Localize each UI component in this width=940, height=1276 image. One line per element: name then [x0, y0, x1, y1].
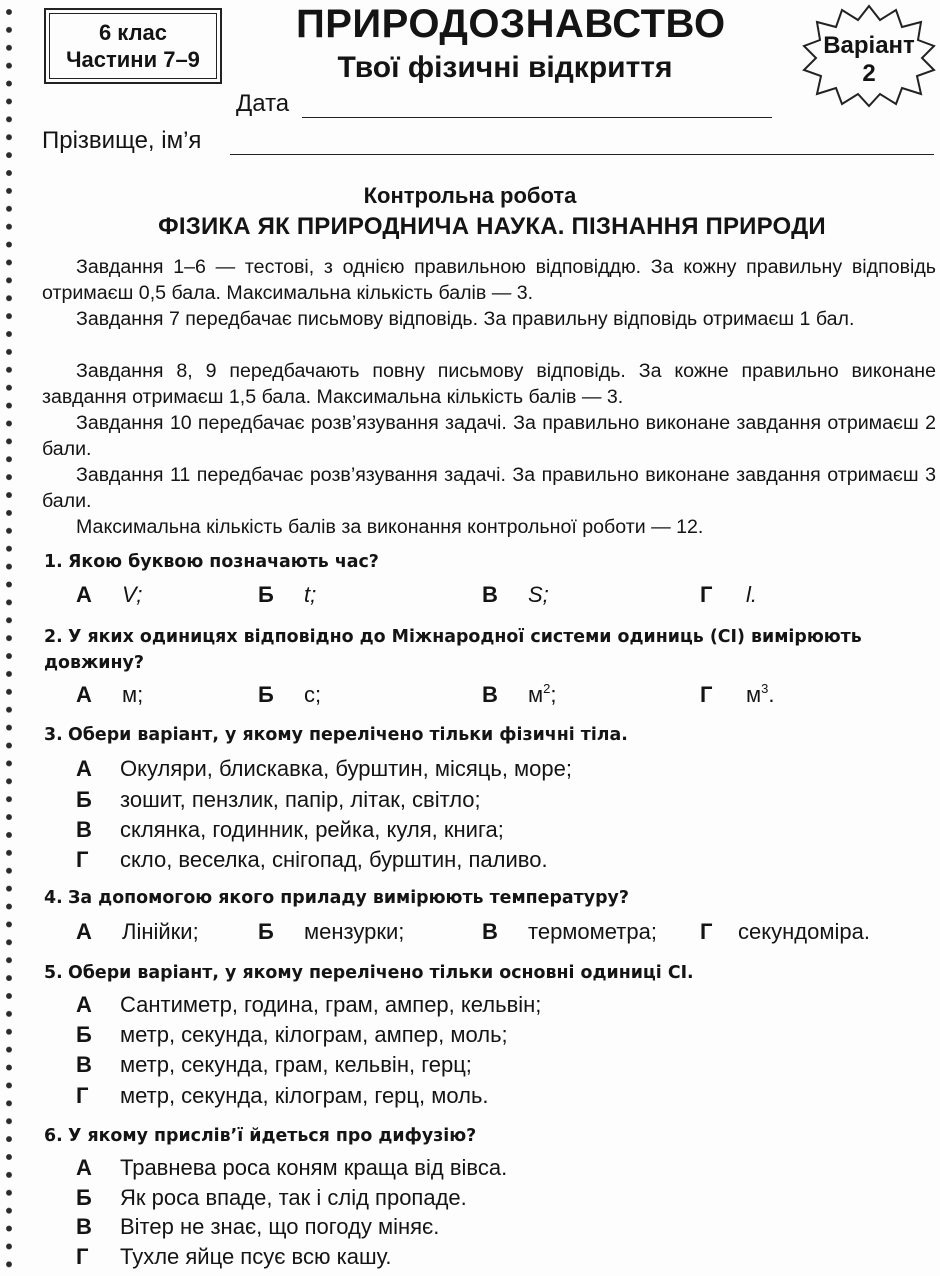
- instruction-paragraph: Завдання 10 передбачає розв’язування задачі. За правильно виконане завдання отримаєш 2 бали.: [42, 412, 936, 460]
- question-6: [44, 1123, 936, 1149]
- question-3: [44, 722, 936, 748]
- question-1: [44, 549, 936, 575]
- answer-option[interactable]: Г скло, веселка, снігопад, бурштин, паливо.: [76, 847, 548, 872]
- name-label: Прізвище, ім’я: [42, 127, 202, 154]
- variant-label: Варіант: [823, 32, 915, 59]
- answer-option[interactable]: В склянка, годинник, рейка, куля, книга;: [76, 817, 504, 842]
- grade-label: 6 клас: [98, 20, 168, 45]
- instruction-paragraph: Максимальна кількість балів за виконання контрольної роботи — 12.: [76, 516, 704, 538]
- question-2: [44, 624, 936, 676]
- answer-option[interactable]: В Вітер не знає, що погоду міняє.: [76, 1214, 440, 1239]
- variant-number: 2: [862, 60, 876, 87]
- answer-option[interactable]: А м;: [76, 682, 144, 707]
- answer-option[interactable]: В $м^2$;: [482, 681, 557, 707]
- question-number: 3.: [44, 725, 63, 745]
- test-topic: ФІЗИКА ЯК ПРИРОДНИЧА НАУКА. ПІЗНАННЯ ПРИРОДИ: [158, 213, 826, 240]
- parts-label: Частини 7–9: [66, 47, 200, 72]
- book-subtitle: Твої фізичні відкриття: [337, 51, 673, 84]
- question-text: За допомогою якого приладу вимірюють температуру?: [68, 888, 629, 908]
- question-number: 6.: [44, 1126, 63, 1146]
- question-5: [44, 960, 936, 986]
- answer-option[interactable]: В S;: [482, 582, 549, 607]
- answer-option[interactable]: Г секундоміра.: [700, 919, 870, 944]
- answer-option[interactable]: Г l.: [700, 582, 757, 607]
- variant-badge: [800, 2, 938, 110]
- instruction-paragraph: Завдання 8, 9 передбачають повну письмову відповідь. За кожне правильно виконане завдання отримаєш 1,5 бала. Максимальна кількість балів — 3.: [42, 360, 936, 408]
- answer-option[interactable]: Б мензурки;: [258, 919, 405, 944]
- answer-option[interactable]: Б с;: [258, 682, 322, 707]
- question-number: 4.: [44, 888, 63, 908]
- test-title: Контрольна робота: [363, 183, 577, 208]
- answer-option[interactable]: Б Як роса впаде, так і слід пропаде.: [76, 1185, 467, 1210]
- options-row: [76, 580, 936, 610]
- question-number: 1.: [44, 552, 63, 572]
- instruction-paragraph: Завдання 11 передбачає розв’язування задачі. За правильно виконане завдання отримаєш 3 бали.: [42, 464, 936, 512]
- instruction-paragraph: Завдання 1–6 — тестові, з однією правильною відповіддю. За кожну правильну відповідь отримаєш 0,5 бала. Максимальна кількість балів — 3.: [42, 256, 936, 304]
- question-text: Обери варіант, у якому перелічено тільки фізичні тіла.: [68, 725, 628, 745]
- answer-option[interactable]: Г Тухле яйце псує всю кашу.: [76, 1244, 392, 1269]
- date-label: Дата: [236, 90, 290, 117]
- subject-title: ПРИРОДОЗНАВСТВО: [296, 2, 726, 46]
- answer-option[interactable]: Г метр, секунда, кілограм, герц, моль.: [76, 1083, 489, 1108]
- options-row: [76, 917, 936, 947]
- question-4: [44, 885, 936, 911]
- date-field[interactable]: [302, 117, 772, 118]
- question-text: Обери варіант, у якому перелічено тільки основні одиниці СІ.: [68, 963, 694, 983]
- answer-option[interactable]: В метр, секунда, грам, кельвін, герц;: [76, 1052, 472, 1077]
- question-number: 5.: [44, 963, 63, 983]
- question-text: У яких одиницях відповідно до Міжнародної системи одиниць (СІ) вимірюють довжину?: [44, 627, 862, 673]
- answer-option[interactable]: Б t;: [258, 582, 317, 607]
- answer-option[interactable]: А Окуляри, блискавка, бурштин, місяць, море;: [76, 756, 572, 781]
- options-row: [76, 680, 936, 710]
- answer-option[interactable]: Г $м^3$.: [700, 681, 775, 707]
- name-field[interactable]: [230, 154, 934, 155]
- answer-option[interactable]: А Сантиметр, година, грам, ампер, кельвін;: [76, 992, 542, 1017]
- question-text: Якою буквою позначають час?: [68, 552, 379, 572]
- instruction-paragraph: Завдання 7 передбачає письмову відповідь. За правильну відповідь отримаєш 1 бал.: [76, 308, 855, 330]
- grade-box: [44, 8, 222, 84]
- answer-option[interactable]: А Лінійки;: [76, 919, 199, 944]
- answer-option[interactable]: В термометра;: [482, 919, 657, 944]
- question-text: У якому прислів’ї йдеться про дифузію?: [68, 1126, 477, 1146]
- answer-option[interactable]: А V;: [76, 582, 143, 607]
- answer-option[interactable]: Б метр, секунда, кілограм, ампер, моль;: [76, 1022, 508, 1047]
- answer-option[interactable]: Б зошит, пензлик, папір, літак, світло;: [76, 787, 481, 812]
- answer-option[interactable]: А Травнева роса коням краща від вівса.: [76, 1155, 508, 1180]
- question-number: 2.: [44, 627, 63, 647]
